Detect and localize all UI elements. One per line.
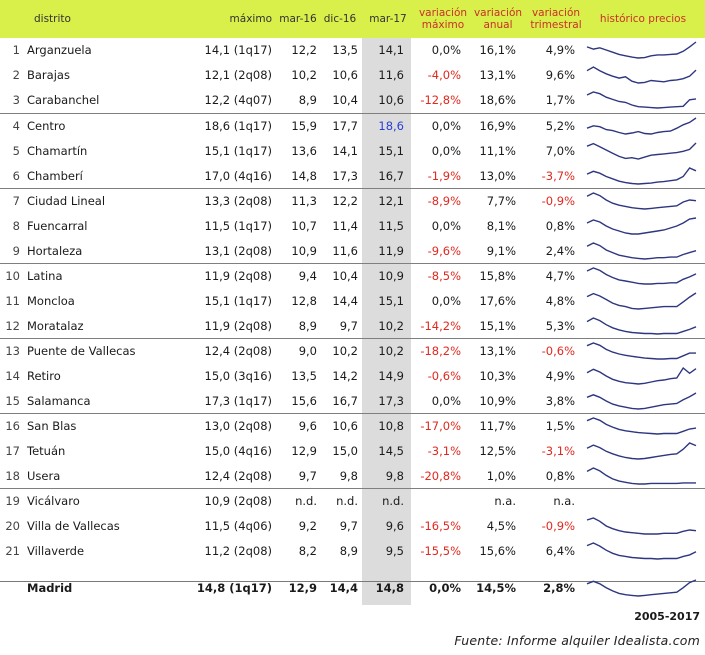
sparkline-series: [587, 42, 696, 58]
row-index: 10: [5, 269, 20, 283]
dic16-value: 17,7: [332, 119, 358, 133]
total-mar17: 14,8: [375, 581, 404, 595]
sparkline-series: [587, 518, 696, 534]
header-maximo: máximo: [229, 13, 272, 25]
dic16-value: n.d.: [336, 494, 358, 508]
variation-quarterly: 1,7%: [545, 93, 575, 107]
variation-max: 0,0%: [431, 394, 461, 408]
sparkline: [585, 141, 698, 161]
row-index: 15: [5, 394, 20, 408]
max-value: 17,3 (1q17): [204, 394, 272, 408]
mar17-value: 11,5: [378, 219, 404, 233]
header-var-trim-line2: trimestral: [530, 19, 582, 31]
variation-quarterly: 0,8%: [545, 219, 575, 233]
table-row: [0, 38, 705, 62]
dic16-value: 9,7: [339, 319, 358, 333]
sparkline-series: [587, 193, 696, 209]
total-variation-max: 0,0%: [429, 581, 461, 595]
variation-annual: 13,0%: [479, 169, 516, 183]
mar16-value: 9,6: [298, 419, 317, 433]
max-value: 14,1 (1q17): [204, 43, 272, 57]
mar16-value: 12,2: [291, 43, 317, 57]
sparkline-series: [587, 143, 696, 159]
variation-annual: 8,1%: [486, 219, 516, 233]
sparkline: [585, 541, 698, 561]
variation-quarterly: -0,9%: [541, 519, 575, 533]
variation-max: -16,5%: [420, 519, 461, 533]
mar16-value: 8,2: [298, 544, 317, 558]
variation-quarterly: 5,3%: [545, 319, 575, 333]
mar17-value: 10,2: [378, 319, 404, 333]
sparkline-series: [587, 268, 696, 284]
sparkline-series: [587, 418, 696, 434]
variation-max: 0,0%: [431, 219, 461, 233]
mar16-value: 9,0: [298, 344, 317, 358]
max-value: 18,6 (1q17): [204, 119, 272, 133]
sparkline-series: [587, 393, 696, 409]
dic16-value: 10,6: [332, 419, 358, 433]
variation-quarterly: n.a.: [553, 494, 575, 508]
sparkline: [585, 466, 698, 486]
variation-quarterly: 4,8%: [545, 294, 575, 308]
max-value: 13,0 (2q08): [204, 419, 272, 433]
group-separator: [0, 263, 705, 264]
variation-annual: 15,8%: [479, 269, 516, 283]
variation-max: -1,9%: [427, 169, 461, 183]
district-name: Latina: [27, 269, 63, 283]
sparkline: [585, 516, 698, 536]
total-name: Madrid: [27, 581, 73, 595]
table-row: [0, 289, 705, 313]
row-index: 12: [5, 319, 20, 333]
variation-quarterly: 4,9%: [545, 43, 575, 57]
max-value: 12,4 (2q08): [204, 344, 272, 358]
row-index: 20: [5, 519, 20, 533]
dic16-value: 10,2: [332, 344, 358, 358]
sparkline-series: [587, 218, 696, 234]
mar17-value: 9,5: [385, 544, 404, 558]
max-value: 15,0 (3q16): [204, 369, 272, 383]
sparkline: [585, 491, 698, 511]
sparkline-series: [587, 580, 696, 596]
mar16-value: 15,9: [291, 119, 317, 133]
row-index: 16: [5, 419, 20, 433]
variation-max: 0,0%: [431, 144, 461, 158]
district-name: Retiro: [27, 369, 61, 383]
sparkline-series: [587, 243, 696, 259]
variation-quarterly: 3,8%: [545, 394, 575, 408]
variation-max: -20,8%: [420, 469, 461, 483]
header-var-max: [413, 7, 473, 31]
header-var-max-line1: variación: [418, 7, 468, 19]
table-row: [0, 414, 705, 438]
variation-max: -17,0%: [420, 419, 461, 433]
variation-annual: 4,5%: [486, 519, 516, 533]
variation-annual: n.a.: [494, 494, 516, 508]
district-name: Hortaleza: [27, 244, 83, 258]
district-name: Salamanca: [27, 394, 91, 408]
max-value: 12,4 (2q08): [204, 469, 272, 483]
group-separator: [0, 413, 705, 414]
mar16-value: 11,3: [291, 194, 317, 208]
variation-max: -12,8%: [420, 93, 461, 107]
max-value: 15,0 (4q16): [204, 444, 272, 458]
table-row: [0, 539, 705, 563]
variation-max: -8,9%: [427, 194, 461, 208]
table-row: [0, 189, 705, 213]
mar17-value: 9,8: [385, 469, 404, 483]
variation-max: -0,6%: [427, 369, 461, 383]
max-value: 10,9 (2q08): [204, 494, 272, 508]
table-row: [0, 63, 705, 87]
header-var-anual: [470, 7, 526, 31]
variation-max: -4,0%: [427, 68, 461, 82]
variation-quarterly: 0,8%: [545, 469, 575, 483]
table-row: [0, 88, 705, 112]
variation-annual: 15,1%: [479, 319, 516, 333]
variation-quarterly: -0,9%: [541, 194, 575, 208]
table-row: [0, 239, 705, 263]
mar16-value: n.d.: [295, 494, 317, 508]
variation-annual: 13,1%: [479, 344, 516, 358]
mar17-value: 10,2: [378, 344, 404, 358]
row-index: 5: [12, 144, 20, 158]
sparkline: [585, 391, 698, 411]
dic16-value: 14,1: [332, 144, 358, 158]
variation-annual: 11,1%: [479, 144, 516, 158]
mar16-value: 10,9: [291, 244, 317, 258]
district-name: Puente de Vallecas: [27, 344, 136, 358]
max-value: 11,9 (2q08): [204, 269, 272, 283]
row-index: 13: [5, 344, 20, 358]
district-name: Tetuán: [27, 444, 66, 458]
row-index: 3: [12, 93, 20, 107]
variation-quarterly: 9,6%: [545, 68, 575, 82]
variation-quarterly: 5,2%: [545, 119, 575, 133]
variation-max: 0,0%: [431, 294, 461, 308]
sparkline: [585, 65, 698, 85]
max-value: 15,1 (1q17): [204, 294, 272, 308]
max-value: 11,2 (2q08): [204, 544, 272, 558]
district-name: Barajas: [27, 68, 70, 82]
mar17-value: 12,1: [378, 194, 404, 208]
table-row: [0, 264, 705, 288]
row-index: 18: [5, 469, 20, 483]
district-name: Chamartín: [27, 144, 88, 158]
mar16-value: 14,8: [291, 169, 317, 183]
mar16-value: 8,9: [298, 93, 317, 107]
dic16-value: 17,3: [332, 169, 358, 183]
mar17-value: 18,6: [378, 119, 404, 133]
mar17-value: 10,9: [378, 269, 404, 283]
variation-quarterly: -3,7%: [541, 169, 575, 183]
row-index: 7: [12, 194, 20, 208]
variation-max: -9,6%: [427, 244, 461, 258]
sparkline-series: [587, 67, 696, 83]
sparkline-series: [587, 368, 696, 384]
table-row: [0, 314, 705, 338]
row-index: 14: [5, 369, 20, 383]
max-value: 13,3 (2q08): [204, 194, 272, 208]
row-index: 21: [5, 544, 20, 558]
sparkline: [585, 316, 698, 336]
district-name: Centro: [27, 119, 66, 133]
dic16-value: 10,4: [332, 269, 358, 283]
sparkline-series: [587, 293, 696, 309]
sparkline-series: [587, 168, 696, 184]
max-value: 11,5 (1q17): [204, 219, 272, 233]
mar16-value: 13,6: [291, 144, 317, 158]
sparkline: [585, 116, 698, 136]
dic16-value: 11,4: [332, 219, 358, 233]
header-dic16: dic-16: [323, 13, 357, 25]
sparkline: [585, 416, 698, 436]
total-max: 14,8 (1q17): [196, 581, 272, 595]
table-row: [0, 439, 705, 463]
variation-annual: 13,1%: [479, 68, 516, 82]
table-row: [0, 364, 705, 388]
mar17-value: 15,1: [378, 294, 404, 308]
district-name: Moratalaz: [27, 319, 84, 333]
sparkline: [585, 366, 698, 386]
row-index: 9: [12, 244, 20, 258]
group-separator: [0, 338, 705, 339]
variation-annual: 9,1%: [486, 244, 516, 258]
mar17-value: 17,3: [378, 394, 404, 408]
district-name: Ciudad Lineal: [27, 194, 106, 208]
dic16-value: 10,4: [332, 93, 358, 107]
row-index: 17: [5, 444, 20, 458]
row-index: 19: [5, 494, 20, 508]
mar17-value: 14,1: [378, 43, 404, 57]
variation-max: [411, 489, 461, 513]
dic16-value: 9,7: [339, 519, 358, 533]
variation-annual: 12,5%: [479, 444, 516, 458]
variation-max: -15,5%: [420, 544, 461, 558]
district-name: San Blas: [27, 419, 77, 433]
variation-max: 0,0%: [431, 119, 461, 133]
variation-quarterly: 1,5%: [545, 419, 575, 433]
header-mar17: mar-17: [369, 13, 407, 25]
header-var-max-line2: máximo: [421, 19, 465, 31]
district-name: Arganzuela: [27, 43, 92, 57]
max-value: 15,1 (1q17): [204, 144, 272, 158]
mar17-value: 14,5: [378, 444, 404, 458]
max-value: 13,1 (2q08): [204, 244, 272, 258]
mar17-value: 11,6: [378, 68, 404, 82]
table-row: [0, 139, 705, 163]
sparkline: [585, 266, 698, 286]
variation-max: -18,2%: [420, 344, 461, 358]
dic16-value: 8,9: [339, 544, 358, 558]
dic16-value: 14,2: [332, 369, 358, 383]
dic16-value: 14,4: [332, 294, 358, 308]
dic16-value: 10,6: [332, 68, 358, 82]
sparkline: [585, 241, 698, 261]
dic16-value: 15,0: [332, 444, 358, 458]
dic16-value: 13,5: [332, 43, 358, 57]
row-index: 11: [5, 294, 20, 308]
table-row: [0, 114, 705, 138]
mar16-value: 13,5: [291, 369, 317, 383]
mar16-value: 15,6: [291, 394, 317, 408]
sparkline-series: [587, 318, 696, 334]
variation-max: -3,1%: [427, 444, 461, 458]
mar17-value: 10,8: [378, 419, 404, 433]
variation-quarterly: 4,7%: [545, 269, 575, 283]
sparkline: [585, 291, 698, 311]
sparkline-series: [587, 343, 696, 359]
header-mar16: mar-16: [279, 13, 317, 25]
group-separator: [0, 188, 705, 189]
total-dic16: 14,4: [329, 581, 358, 595]
dic16-value: 11,6: [332, 244, 358, 258]
row-index: 1: [12, 43, 20, 57]
variation-quarterly: 2,4%: [545, 244, 575, 258]
total-variation-annual: 14,5%: [476, 581, 516, 595]
max-value: 12,2 (4q07): [204, 93, 272, 107]
district-name: Chamberí: [27, 169, 83, 183]
max-value: 11,5 (4q06): [204, 519, 272, 533]
district-name: Vicálvaro: [27, 494, 80, 508]
variation-quarterly: 6,4%: [545, 544, 575, 558]
max-value: 17,0 (4q16): [204, 169, 272, 183]
mar16-value: 9,2: [298, 519, 317, 533]
mar17-value: 16,7: [378, 169, 404, 183]
table-row: [0, 389, 705, 413]
sparkline: [585, 216, 698, 236]
max-value: 12,1 (2q08): [204, 68, 272, 82]
variation-annual: 11,7%: [479, 419, 516, 433]
table-row: [0, 214, 705, 238]
table-row: [0, 514, 705, 538]
district-name: Fuencarral: [27, 219, 88, 233]
variation-annual: 16,9%: [479, 119, 516, 133]
variation-quarterly: 4,9%: [545, 369, 575, 383]
mar16-value: 10,2: [291, 68, 317, 82]
sparkline-series: [587, 443, 696, 459]
sparkline: [585, 166, 698, 186]
variation-annual: 15,6%: [479, 544, 516, 558]
variation-annual: 16,1%: [479, 43, 516, 57]
mar16-value: 8,9: [298, 319, 317, 333]
row-index: 8: [12, 219, 20, 233]
variation-quarterly: -0,6%: [541, 344, 575, 358]
mar17-value: n.d.: [382, 494, 404, 508]
row-index: 6: [12, 169, 20, 183]
mar17-value: 14,9: [378, 369, 404, 383]
source-note: Fuente: Informe alquiler Idealista.com: [454, 633, 700, 648]
header-var-anual-line1: variación: [473, 7, 523, 19]
dic16-value: 12,2: [332, 194, 358, 208]
variation-max: 0,0%: [431, 43, 461, 57]
total-row: [0, 576, 705, 600]
sparkline: [585, 341, 698, 361]
total-mar16: 12,9: [288, 581, 317, 595]
header-var-trim: [526, 7, 586, 31]
row-index: 2: [12, 68, 20, 82]
table-row: [0, 489, 705, 513]
header-historico: histórico precios: [599, 13, 687, 25]
sparkline: [585, 191, 698, 211]
variation-annual: 10,3%: [479, 369, 516, 383]
variation-max: -8,5%: [427, 269, 461, 283]
mar16-value: 12,9: [291, 444, 317, 458]
sparkline: [585, 441, 698, 461]
variation-quarterly: -3,1%: [541, 444, 575, 458]
total-variation-quarterly: 2,8%: [543, 581, 575, 595]
mar16-value: 12,8: [291, 294, 317, 308]
variation-annual: 17,6%: [479, 294, 516, 308]
sparkline-series: [587, 543, 696, 559]
mar16-value: 9,7: [298, 469, 317, 483]
table-row: [0, 339, 705, 363]
max-value: 11,9 (2q08): [204, 319, 272, 333]
sparkline-series: [587, 118, 696, 134]
sparkline: [585, 578, 698, 598]
mar17-value: 15,1: [378, 144, 404, 158]
district-name: Usera: [27, 469, 61, 483]
variation-annual: 18,6%: [479, 93, 516, 107]
mar17-value: 9,6: [385, 519, 404, 533]
header-var-trim-line1: variación: [531, 7, 581, 19]
dic16-value: 9,8: [339, 469, 358, 483]
dic16-value: 16,7: [332, 394, 358, 408]
variation-quarterly: 7,0%: [545, 144, 575, 158]
mar17-value: 10,6: [378, 93, 404, 107]
table-row: [0, 164, 705, 188]
district-name: Moncloa: [27, 294, 75, 308]
variation-annual: 10,9%: [479, 394, 516, 408]
variation-annual: 1,0%: [486, 469, 516, 483]
district-name: Villa de Vallecas: [27, 519, 120, 533]
header-var-anual-line2: anual: [483, 19, 513, 31]
sparkline: [585, 40, 698, 60]
sparkline-series: [587, 92, 696, 108]
group-separator: [0, 488, 705, 489]
sparkline-series: [587, 468, 696, 484]
mar17-value: 11,9: [378, 244, 404, 258]
period-label: 2005-2017: [634, 610, 700, 623]
variation-max: -14,2%: [420, 319, 461, 333]
sparkline: [585, 90, 698, 110]
row-index: 4: [12, 119, 20, 133]
table-row: [0, 464, 705, 488]
district-name: Villaverde: [27, 544, 85, 558]
group-separator: [0, 113, 705, 114]
mar16-value: 9,4: [298, 269, 317, 283]
district-name: Carabanchel: [27, 93, 100, 107]
header-distrito: distrito: [34, 13, 71, 25]
mar16-value: 10,7: [291, 219, 317, 233]
variation-annual: 7,7%: [486, 194, 516, 208]
